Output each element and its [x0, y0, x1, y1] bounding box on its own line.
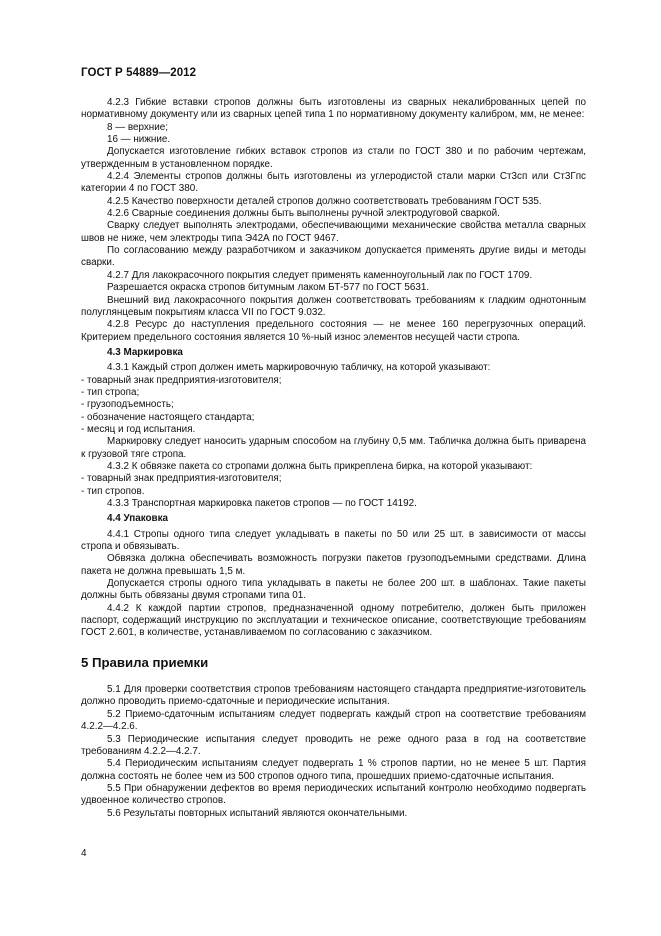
list-item: - тип стропов.	[81, 485, 145, 497]
paragraph: 5.2 Приемо-сдаточным испытаниям следует подвергать каждый строп на соответствие требованиям 4.2.2—4.2.6.	[81, 708, 586, 733]
paragraph: Сварку следует выполнять электродами, обеспечивающими механические свойства металла сварных швов не ниже, чем электроды типа Э42А по ГОСТ 9467.	[81, 220, 586, 244]
list-item: - обозначение настоящего стандарта;	[81, 411, 255, 423]
section-heading: 5 Правила приемки	[81, 654, 209, 670]
paragraph: Разрешается окраска стропов битумным лаком БТ-577 по ГОСТ 5631.	[107, 282, 430, 294]
paragraph: 4.3.3 Транспортная маркировка пакетов стропов — по ГОСТ 14192.	[107, 498, 417, 509]
paragraph: Маркировку следует наносить ударным способом на глубину 0,5 мм. Табличка должна быть приварена к грузовой тяге стропа.	[81, 436, 586, 460]
paragraph: Допускается изготовление гибких вставок стропов из стали по ГОСТ 380 и по рабочим чертежам, утвержденным в установленном порядке.	[81, 146, 586, 170]
subsection-heading: 4.4 Упаковка	[107, 513, 169, 525]
paragraph: 5.3 Периодические испытания следует проводить не реже одного раза в год на соответствие требованиям 4.2.2—4.2.7.	[81, 733, 586, 757]
paragraph: 4.3.2 К обвязке пакета со стропами должна быть прикреплена бирка, на которой указывают:	[107, 460, 533, 472]
paragraph: 5.5 При обнаружении дефектов во время периодических испытаний контролю необходимо подвергать удвоенное количество стропов.	[81, 782, 586, 807]
paragraph: 4.4.2 К каждой партии стропов, предназначенной одному потребителю, должен быть приложен паспорт, содержащий инструкцию по эксплуатации и техническое описание, соответствующие требованиям ГОСТ 2.601, в количестве, устанавливаемом по согласованию с заказчиком.	[81, 602, 586, 639]
subsection-heading: 4.3 Маркировка	[107, 346, 183, 358]
paragraph: 8 — верхние;	[107, 121, 169, 133]
paragraph: 4.2.5 Качество поверхности деталей стропов должно соответствовать требованиям ГОСТ 535.	[107, 195, 542, 207]
list-item: - товарный знак предприятия-изготовителя;	[81, 473, 282, 485]
paragraph: 4.3.1 Каждый строп должен иметь маркировочную табличку, на которой указывают:	[107, 362, 491, 374]
paragraph: 4.2.7 Для лакокрасочного покрытия следует применять каменноугольный лак по ГОСТ 1709.	[107, 269, 533, 281]
document-body	[81, 97, 586, 820]
paragraph: 4.2.4 Элементы стропов должны быть изготовлены из углеродистой стали марки Ст3сп или Ст3Гпс категории 4 по ГОСТ 380.	[81, 171, 586, 195]
paragraph: 4.2.6 Сварные соединения должны быть выполнены ручной электродуговой сваркой.	[107, 208, 500, 220]
paragraph: По согласованию между разработчиком и заказчиком допускается применять другие виды и методы сварки.	[81, 245, 586, 269]
paragraph: 5.6 Результаты повторных испытаний являются окончательными.	[107, 807, 408, 819]
paragraph: Внешний вид лакокрасочного покрытия должен соответствовать требованиям к гладким однотонным полуглянцевым покрытиям класса VII по ГОСТ 9.032.	[81, 294, 586, 318]
paragraph: 4.2.3 Гибкие вставки стропов должны быть изготовлены из сварных некалиброванных цепей по нормативному документу или из сварных цепей типа 1 по нормативному документу калибром, мм, не менее:	[81, 97, 586, 121]
paragraph: 5.1 Для проверки соответствия стропов требованиям настоящего стандарта предприятие-изготовитель должно проводить приемо-сдаточные и периодические испытания.	[81, 684, 586, 708]
paragraph: Обвязка должна обеспечивать возможность погрузки пакетов грузоподъемными средствами. Длина пакета не должна превышать 1,5 м.	[81, 553, 586, 577]
paragraph: 16 — нижние.	[107, 134, 171, 146]
page-number: 4	[81, 848, 87, 859]
paragraph: 4.2.8 Ресурс до наступления предельного состояния — не менее 160 перегрузочных операций. Критерием предельного состояния является 10 %-ный износ элементов несущей части стропа.	[81, 319, 586, 343]
list-item: - грузоподъемность;	[81, 399, 174, 411]
list-item: - тип стропа;	[81, 386, 140, 398]
paragraph: Допускается стропы одного типа укладывать в пакеты не более 200 шт. в шаблонах. Такие пакеты должны быть обвязаны двумя стропами типа 01.	[81, 578, 586, 602]
paragraph: 4.4.1 Стропы одного типа следует укладывать в пакеты по 50 или 25 шт. в зависимости от массы стропа и обвязывать.	[81, 528, 586, 553]
document-header: ГОСТ Р 54889—2012	[81, 67, 197, 79]
paragraph: 5.4 Периодическим испытаниям следует подвергать 1 % стропов партии, но не менее 5 шт. Партия должна состоять не более чем из 500 стропов одного типа, прошедших приемо-сдаточные испытания.	[81, 758, 586, 782]
list-item: - месяц и год испытания.	[81, 423, 196, 435]
list-item: - товарный знак предприятия-изготовителя;	[81, 374, 282, 386]
